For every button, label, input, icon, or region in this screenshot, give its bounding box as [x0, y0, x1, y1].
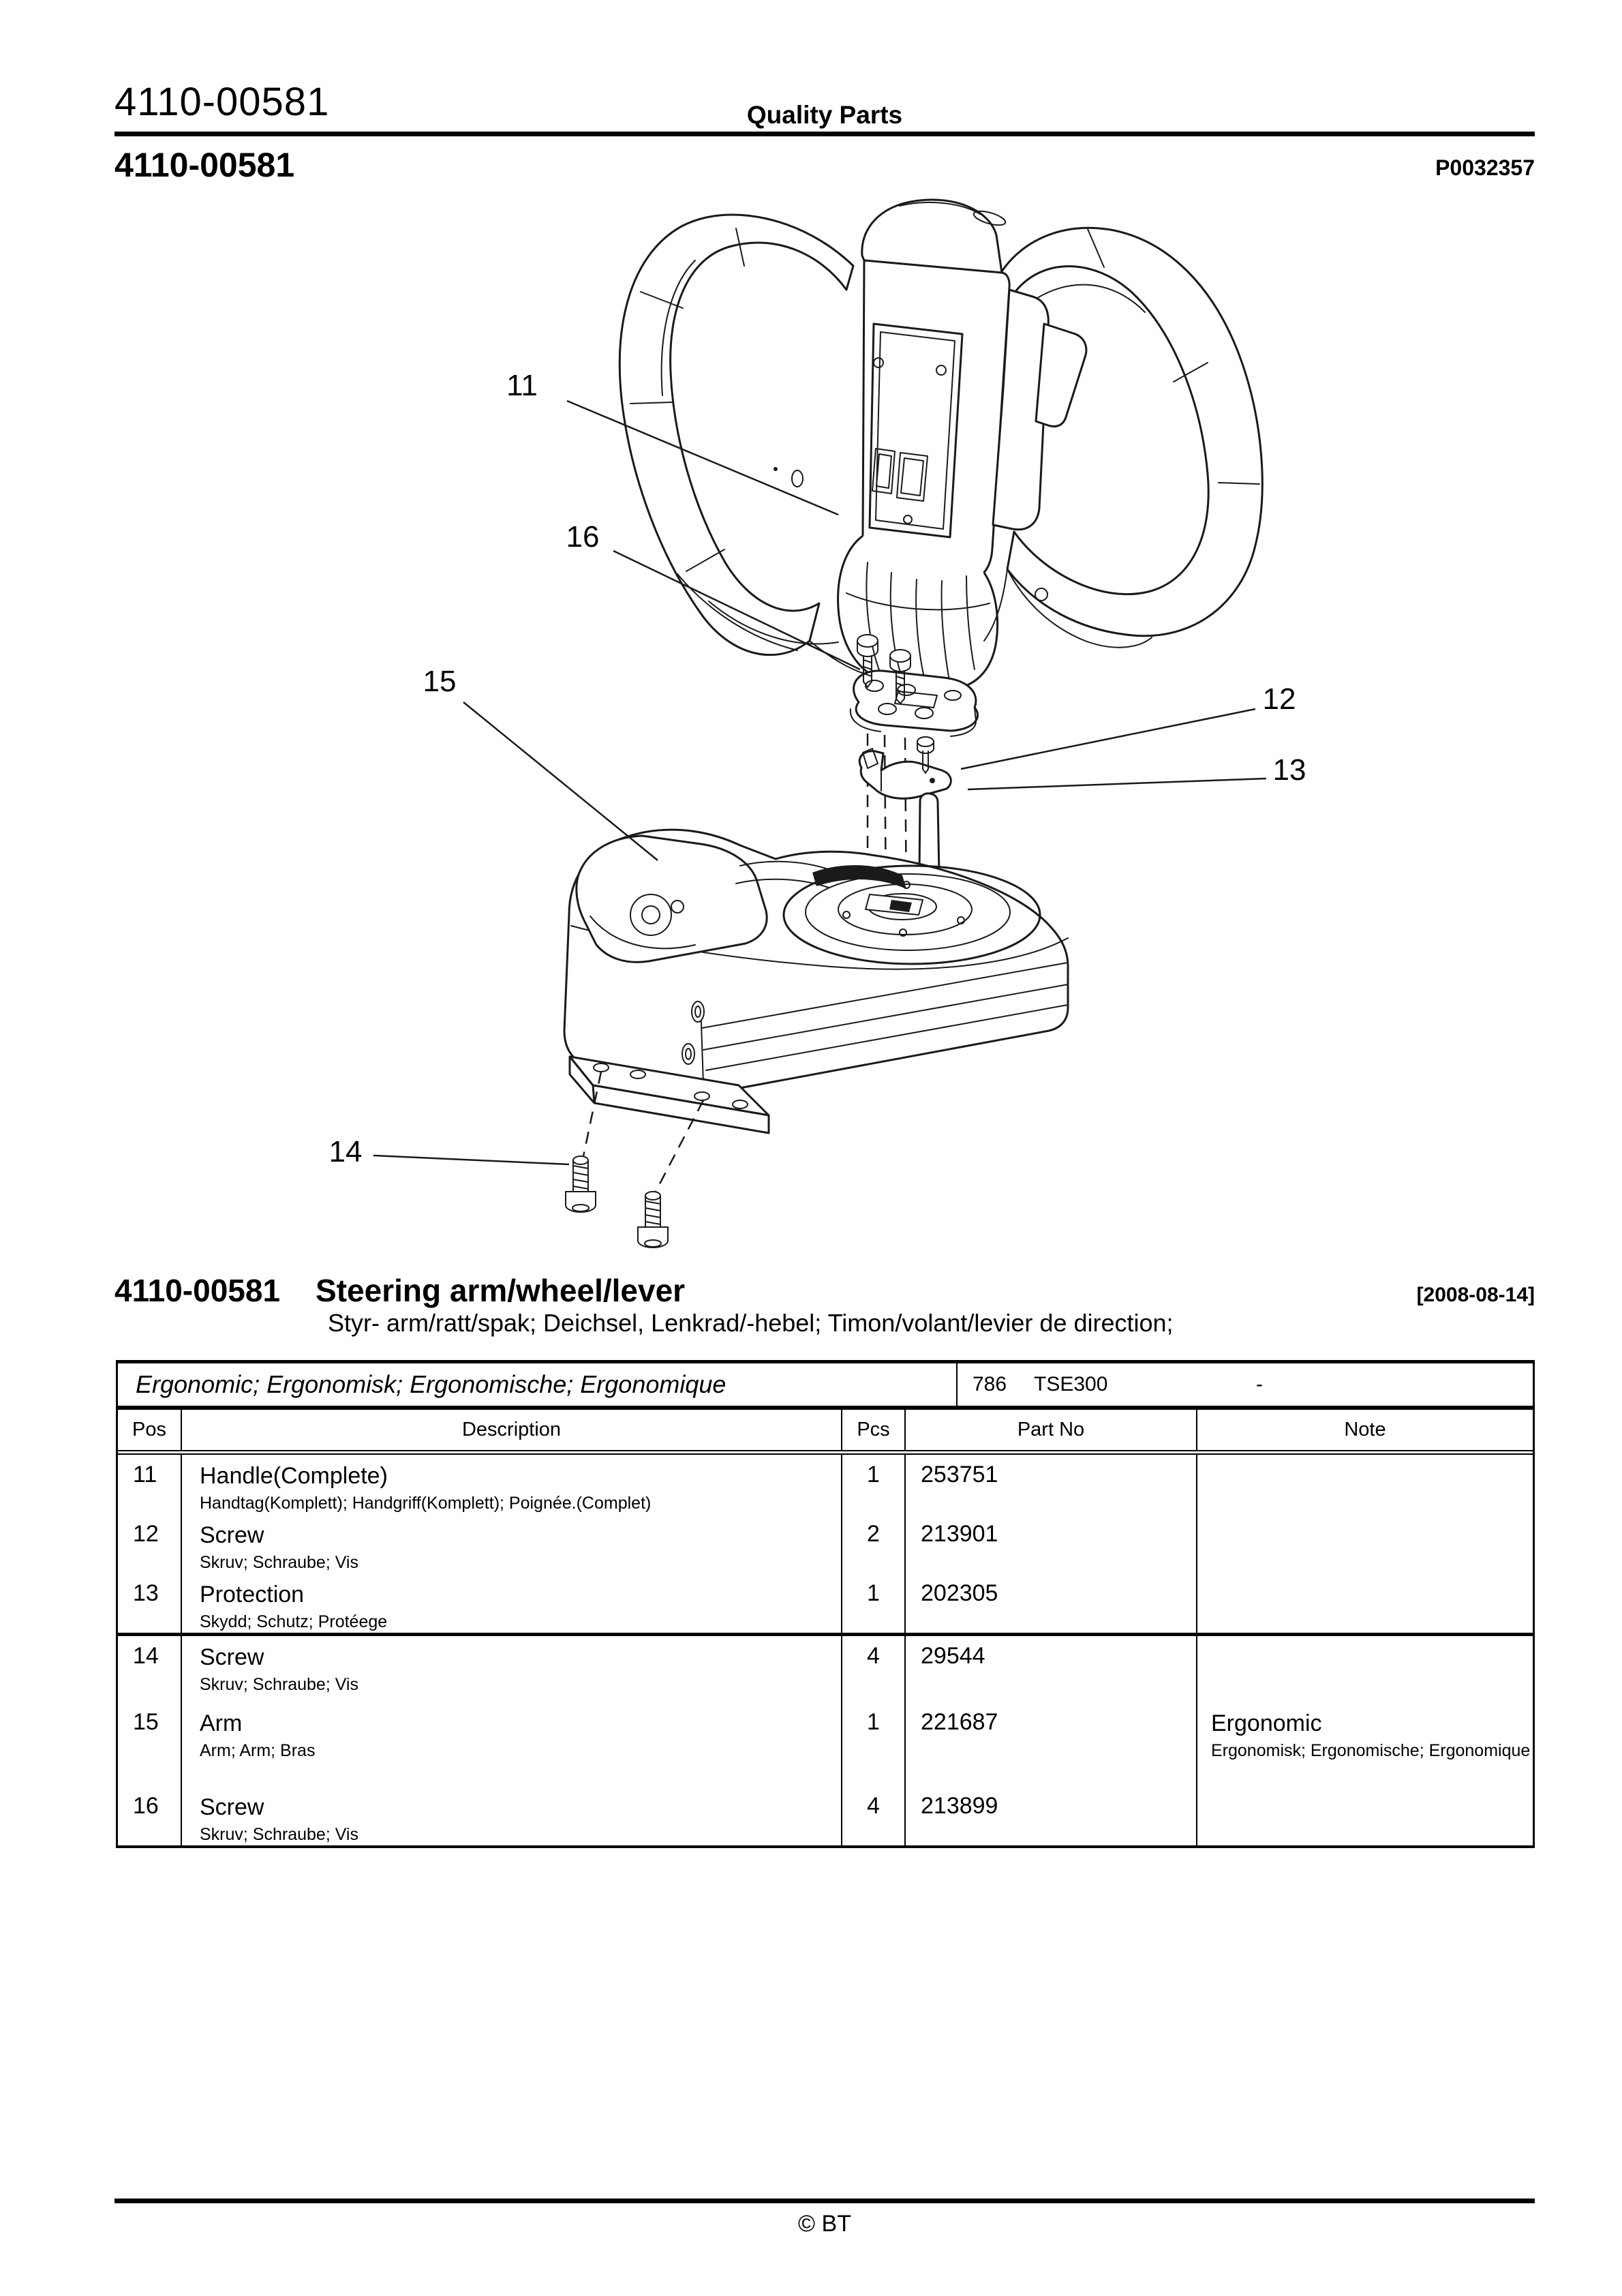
description-sub: Arm; Arm; Bras [200, 1741, 316, 1760]
part-row-14 [118, 1633, 1533, 1702]
header-rule [114, 132, 1535, 136]
description-main: Arm [200, 1710, 243, 1736]
callout-14 [329, 1135, 569, 1168]
callout-13-label: 13 [1272, 753, 1306, 787]
doc-number-bold: 4110-00581 [114, 146, 295, 184]
pcs-cell: 1 [842, 1573, 906, 1633]
col-header-description: Description [182, 1410, 842, 1450]
variant-row [118, 1363, 1533, 1410]
partno-cell: 202305 [906, 1573, 1197, 1633]
part-row-16 [118, 1786, 1533, 1845]
brand-title: Quality Parts [746, 101, 903, 129]
left-grip [619, 215, 853, 655]
doc-number-light: 4110-00581 [114, 80, 330, 124]
note-cell [1197, 1455, 1533, 1514]
col-header-pos: Pos [118, 1410, 182, 1450]
pcs-cell: 4 [842, 1786, 906, 1845]
description-main: Screw [200, 1794, 264, 1820]
pcs-cell: 2 [842, 1514, 906, 1573]
serial-dash: - [1256, 1373, 1263, 1395]
exploded-view-drawing [259, 164, 1349, 1254]
footer-rule [114, 2199, 1535, 2203]
description-main: Screw [200, 1644, 264, 1670]
section-number: 4110-00581 [114, 1273, 281, 1308]
part-row-15 [118, 1702, 1533, 1786]
part-row-11 [118, 1455, 1533, 1514]
partno-cell: 253751 [906, 1455, 1197, 1514]
callout-13-leader [968, 779, 1266, 789]
pos-cell: 13 [118, 1573, 182, 1633]
partno-cell: 221687 [906, 1702, 1197, 1786]
callout-11-leader [567, 401, 838, 515]
description-sub: Skruv; Schraube; Vis [200, 1825, 358, 1844]
pcs-cell: 1 [842, 1702, 906, 1786]
callout-13 [968, 753, 1306, 789]
note-main: Ergonomic [1211, 1710, 1322, 1736]
pos-cell: 15 [118, 1702, 182, 1786]
part-row-13 [118, 1573, 1533, 1633]
col-header-pcs: Pcs [842, 1410, 906, 1450]
part-row-12 [118, 1514, 1533, 1573]
partno-cell: 213899 [906, 1786, 1197, 1845]
parts-table [116, 1360, 1535, 1848]
section-date: [2008-08-14] [1416, 1284, 1535, 1306]
callout-12-label: 12 [1262, 682, 1296, 716]
model-cell [958, 1363, 1533, 1406]
copyright: © BT [798, 2211, 851, 2237]
callout-15-label: 15 [423, 665, 457, 698]
description-sub: Skruv; Schraube; Vis [200, 1675, 358, 1694]
variant-label: Ergonomic; Ergonomisk; Ergonomische; Ergonomique [118, 1363, 958, 1406]
callout-15 [423, 665, 658, 860]
description-cell [182, 1786, 842, 1845]
pos-cell: 12 [118, 1514, 182, 1573]
mounting-plate [851, 671, 978, 736]
pcs-cell: 4 [842, 1636, 906, 1702]
arm-base [564, 830, 1068, 1133]
description-sub: Skruv; Schraube; Vis [200, 1553, 358, 1572]
pos-cell: 16 [118, 1786, 182, 1845]
description-cell [182, 1514, 842, 1573]
description-main: Handle(Complete) [200, 1463, 388, 1489]
description-main: Protection [200, 1582, 305, 1607]
description-cell [182, 1702, 842, 1786]
section-title: Steering arm/wheel/lever [316, 1273, 686, 1308]
callout-16-leader [613, 551, 860, 669]
description-cell [182, 1636, 842, 1702]
note-cell [1197, 1636, 1533, 1702]
image-ref-number: P0032357 [1435, 155, 1535, 180]
callout-16-label: 16 [566, 520, 600, 554]
callout-14-leader [373, 1155, 569, 1164]
section-subtitle: Styr- arm/ratt/spak; Deichsel, Lenkrad/-hebel; Timon/volant/levier de direction; [328, 1309, 1174, 1337]
partno-cell: 213901 [906, 1514, 1197, 1573]
note-cell [1197, 1702, 1533, 1786]
section-header [114, 1272, 1535, 1309]
col-header-note: Note [1344, 1419, 1386, 1440]
callout-12-leader [961, 709, 1255, 769]
partno-cell: 29544 [906, 1636, 1197, 1702]
callout-12 [961, 682, 1296, 769]
note-sub: Ergonomisk; Ergonomische; Ergonomique [1211, 1741, 1531, 1760]
pcs-cell: 1 [842, 1455, 906, 1514]
description-cell [182, 1455, 842, 1514]
description-main: Screw [200, 1522, 264, 1548]
column-header-row [118, 1410, 1533, 1455]
callout-15-leader [463, 702, 658, 860]
note-cell [1197, 1786, 1533, 1845]
col-header-partno: Part No [906, 1410, 1197, 1450]
model-type-number: 786 [973, 1373, 1007, 1395]
model-name: TSE300 [1034, 1373, 1108, 1395]
callout-14-label: 14 [328, 1135, 363, 1168]
pos-cell: 14 [118, 1636, 182, 1702]
description-cell [182, 1573, 842, 1633]
note-cell [1197, 1573, 1533, 1633]
callout-11-label: 11 [506, 369, 538, 402]
description-sub: Skydd; Schutz; Protéege [200, 1612, 388, 1631]
description-sub: Handtag(Komplett); Handgriff(Komplett); Poignée.(Complet) [200, 1494, 652, 1513]
protection-bracket [859, 749, 951, 798]
pos-cell: 11 [118, 1455, 182, 1514]
note-cell [1197, 1514, 1533, 1573]
